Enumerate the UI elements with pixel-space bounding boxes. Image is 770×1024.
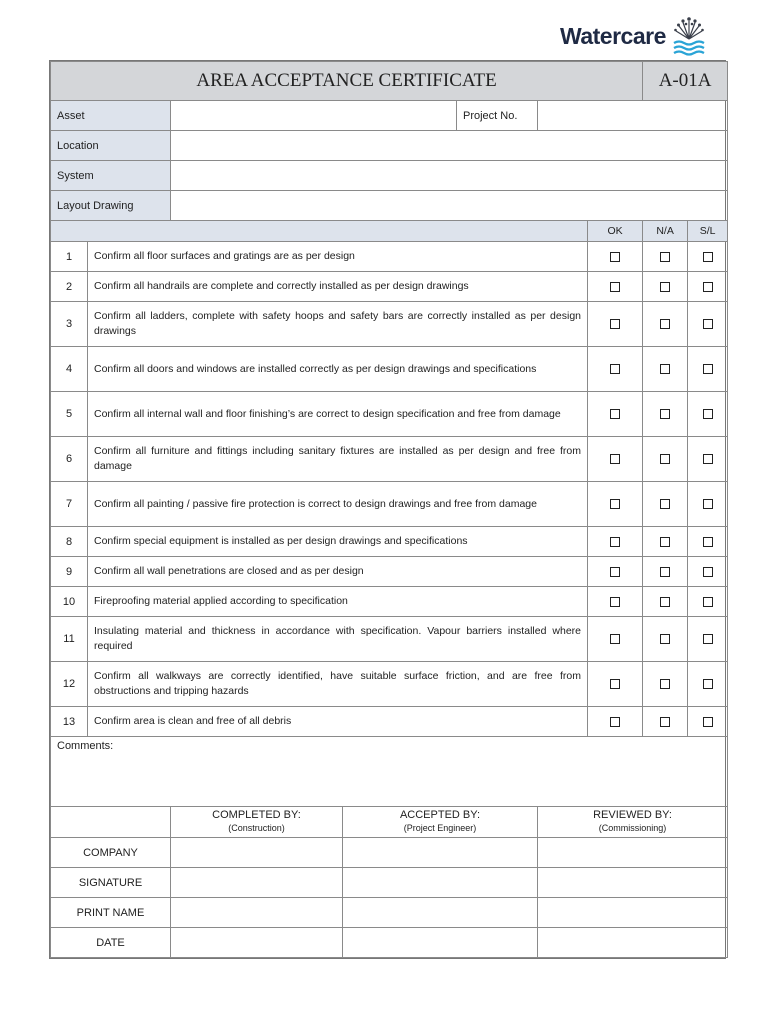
col-ok: OK <box>588 221 643 242</box>
signoff-header-spacer <box>51 807 171 838</box>
check-cell-sl <box>688 587 728 617</box>
check-cell-sl <box>688 482 728 527</box>
signature-accepted-field[interactable] <box>343 868 538 898</box>
comments-field[interactable] <box>51 737 728 807</box>
checklist-row <box>51 392 728 437</box>
check-cell-ok <box>588 272 643 302</box>
checkbox-ok[interactable] <box>610 409 620 419</box>
print-name-completed-field[interactable] <box>171 898 343 928</box>
date-completed-field[interactable] <box>171 928 343 958</box>
checkbox-sl[interactable] <box>703 634 713 644</box>
checklist-row <box>51 557 728 587</box>
checkbox-sl[interactable] <box>703 364 713 374</box>
checkbox-ok[interactable] <box>610 567 620 577</box>
reviewed-by-header <box>538 807 728 838</box>
item-text: Confirm all furniture and fittings including sanitary fixtures are installed as per design and free from damage <box>88 437 588 482</box>
check-cell-sl <box>688 272 728 302</box>
company-completed-field[interactable] <box>171 838 343 868</box>
item-number: 9 <box>51 557 88 587</box>
checkbox-sl[interactable] <box>703 567 713 577</box>
checkbox-sl[interactable] <box>703 282 713 292</box>
checklist-row <box>51 437 728 482</box>
system-row <box>51 161 728 191</box>
signoff-header <box>51 807 728 838</box>
item-text: Fireproofing material applied according to specification <box>88 587 588 617</box>
item-number: 12 <box>51 662 88 707</box>
checkbox-sl[interactable] <box>703 679 713 689</box>
layout-drawing-row <box>51 191 728 221</box>
checkbox-na[interactable] <box>660 634 670 644</box>
check-cell-na <box>643 392 688 437</box>
check-cell-ok <box>588 347 643 392</box>
checklist-row <box>51 587 728 617</box>
checkbox-sl[interactable] <box>703 319 713 329</box>
company-accepted-field[interactable] <box>343 838 538 868</box>
check-cell-na <box>643 437 688 482</box>
checklist-items <box>51 242 728 737</box>
check-cell-na <box>643 302 688 347</box>
signoff-label-print-name: PRINT NAME <box>51 898 171 928</box>
accepted-by-label: ACCEPTED BY: <box>399 809 481 821</box>
layout-drawing-field[interactable] <box>171 191 728 221</box>
watercare-mark-icon <box>670 15 708 57</box>
check-cell-na <box>643 482 688 527</box>
layout-drawing-label: Layout Drawing <box>51 191 171 221</box>
check-cell-ok <box>588 482 643 527</box>
check-cell-sl <box>688 392 728 437</box>
item-number: 10 <box>51 587 88 617</box>
checkbox-sl[interactable] <box>703 252 713 262</box>
check-cell-sl <box>688 302 728 347</box>
certificate-table <box>50 61 728 958</box>
checkbox-ok[interactable] <box>610 679 620 689</box>
checkbox-na[interactable] <box>660 364 670 374</box>
col-sl: S/L <box>688 221 728 242</box>
signoff-row-signature <box>51 868 728 898</box>
check-cell-ok <box>588 527 643 557</box>
brand-name: Watercare <box>560 22 666 49</box>
checkbox-na[interactable] <box>660 282 670 292</box>
checkbox-ok[interactable] <box>610 499 620 509</box>
check-cell-na <box>643 242 688 272</box>
asset-field[interactable] <box>171 101 457 131</box>
item-number: 7 <box>51 482 88 527</box>
checkbox-sl[interactable] <box>703 597 713 607</box>
item-number: 3 <box>51 302 88 347</box>
check-cell-ok <box>588 617 643 662</box>
item-number: 8 <box>51 527 88 557</box>
checkbox-ok[interactable] <box>610 454 620 464</box>
form-title: AREA ACCEPTANCE CERTIFICATE <box>51 62 643 101</box>
check-cell-sl <box>688 707 728 737</box>
check-cell-sl <box>688 347 728 392</box>
completed-by-sub: (Construction) <box>228 823 285 833</box>
accepted-by-sub: (Project Engineer) <box>403 823 477 833</box>
completed-by-label: COMPLETED BY: <box>212 809 301 821</box>
item-number: 6 <box>51 437 88 482</box>
checklist-row <box>51 242 728 272</box>
checkbox-ok[interactable] <box>610 319 620 329</box>
item-number: 5 <box>51 392 88 437</box>
checkbox-ok[interactable] <box>610 364 620 374</box>
item-number: 2 <box>51 272 88 302</box>
check-cell-ok <box>588 437 643 482</box>
checklist-header-spacer <box>51 221 588 242</box>
checklist-row <box>51 347 728 392</box>
watercare-logo <box>560 14 708 58</box>
checklist-header <box>51 221 728 242</box>
checkbox-na[interactable] <box>660 409 670 419</box>
checkbox-sl[interactable] <box>703 409 713 419</box>
company-reviewed-field[interactable] <box>538 838 728 868</box>
completed-by-header <box>171 807 343 838</box>
check-cell-ok <box>588 302 643 347</box>
system-field[interactable] <box>171 161 728 191</box>
item-number: 4 <box>51 347 88 392</box>
signoff-row-date <box>51 928 728 958</box>
comments-label: Comments: <box>57 740 114 752</box>
form-code: A-01A <box>643 62 728 101</box>
comments-row <box>51 737 728 807</box>
item-text: Confirm all wall penetrations are closed and as per design <box>88 557 588 587</box>
location-field[interactable] <box>171 131 728 161</box>
checkbox-na[interactable] <box>660 252 670 262</box>
print-name-accepted-field[interactable] <box>343 898 538 928</box>
check-cell-ok <box>588 707 643 737</box>
checkbox-sl[interactable] <box>703 499 713 509</box>
reviewed-by-label: REVIEWED BY: <box>593 809 672 821</box>
checklist-row <box>51 662 728 707</box>
checkbox-ok[interactable] <box>610 717 620 727</box>
date-reviewed-field[interactable] <box>538 928 728 958</box>
print-name-reviewed-field[interactable] <box>538 898 728 928</box>
checkbox-ok[interactable] <box>610 252 620 262</box>
item-text: Confirm all internal wall and floor finishing’s are correct to design specification and free from damage <box>88 392 588 437</box>
check-cell-na <box>643 662 688 707</box>
check-cell-sl <box>688 617 728 662</box>
project-no-field[interactable] <box>538 101 728 131</box>
checkbox-na[interactable] <box>660 319 670 329</box>
signoff-row-company <box>51 838 728 868</box>
check-cell-sl <box>688 437 728 482</box>
location-label: Location <box>51 131 171 161</box>
checklist-row <box>51 527 728 557</box>
checkbox-na[interactable] <box>660 597 670 607</box>
check-cell-ok <box>588 662 643 707</box>
check-cell-ok <box>588 557 643 587</box>
check-cell-sl <box>688 662 728 707</box>
check-cell-ok <box>588 587 643 617</box>
checkbox-na[interactable] <box>660 499 670 509</box>
item-text: Insulating material and thickness in accordance with specification. Vapour barriers installed where required <box>88 617 588 662</box>
checkbox-na[interactable] <box>660 717 670 727</box>
signoff-label-company: COMPANY <box>51 838 171 868</box>
check-cell-ok <box>588 242 643 272</box>
item-number: 1 <box>51 242 88 272</box>
item-text: Confirm area is clean and free of all debris <box>88 707 588 737</box>
signoff-label-date: DATE <box>51 928 171 958</box>
checkbox-na[interactable] <box>660 454 670 464</box>
signoff-label-signature: SIGNATURE <box>51 868 171 898</box>
checklist-row <box>51 707 728 737</box>
signature-reviewed-field[interactable] <box>538 868 728 898</box>
checkbox-na[interactable] <box>660 567 670 577</box>
check-cell-na <box>643 527 688 557</box>
checklist-row <box>51 302 728 347</box>
check-cell-sl <box>688 242 728 272</box>
checklist-row <box>51 482 728 527</box>
check-cell-ok <box>588 392 643 437</box>
item-text: Confirm all handrails are complete and correctly installed as per design drawings <box>88 272 588 302</box>
check-cell-na <box>643 557 688 587</box>
checkbox-sl[interactable] <box>703 717 713 727</box>
reviewed-by-sub: (Commissioning) <box>598 823 667 833</box>
title-row <box>51 62 728 101</box>
checkbox-ok[interactable] <box>610 537 620 547</box>
check-cell-sl <box>688 557 728 587</box>
checklist-row <box>51 272 728 302</box>
check-cell-na <box>643 707 688 737</box>
signature-completed-field[interactable] <box>171 868 343 898</box>
check-cell-na <box>643 272 688 302</box>
item-text: Confirm all floor surfaces and gratings are as per design <box>88 242 588 272</box>
checkbox-na[interactable] <box>660 679 670 689</box>
checkbox-ok[interactable] <box>610 282 620 292</box>
signoff-row-print-name <box>51 898 728 928</box>
check-cell-na <box>643 347 688 392</box>
item-text: Confirm all ladders, complete with safety hoops and safety bars are correctly installed as per design drawings <box>88 302 588 347</box>
location-row <box>51 131 728 161</box>
checkbox-ok[interactable] <box>610 597 620 607</box>
project-no-label: Project No. <box>457 101 538 131</box>
item-text: Confirm all walkways are correctly identified, have suitable surface friction, and are free from obstructions and tripping hazards <box>88 662 588 707</box>
item-number: 11 <box>51 617 88 662</box>
checkbox-ok[interactable] <box>610 634 620 644</box>
checkbox-sl[interactable] <box>703 537 713 547</box>
item-number: 13 <box>51 707 88 737</box>
item-text: Confirm special equipment is installed as per design drawings and specifications <box>88 527 588 557</box>
system-label: System <box>51 161 171 191</box>
checkbox-na[interactable] <box>660 537 670 547</box>
asset-row <box>51 101 728 131</box>
certificate-form <box>49 60 726 959</box>
date-accepted-field[interactable] <box>343 928 538 958</box>
checkbox-sl[interactable] <box>703 454 713 464</box>
item-text: Confirm all doors and windows are installed correctly as per design drawings and specifications <box>88 347 588 392</box>
asset-label: Asset <box>51 101 171 131</box>
check-cell-na <box>643 617 688 662</box>
check-cell-na <box>643 587 688 617</box>
check-cell-sl <box>688 527 728 557</box>
checklist-row <box>51 617 728 662</box>
item-text: Confirm all painting / passive fire protection is correct to design drawings and free from damage <box>88 482 588 527</box>
col-na: N/A <box>643 221 688 242</box>
accepted-by-header <box>343 807 538 838</box>
